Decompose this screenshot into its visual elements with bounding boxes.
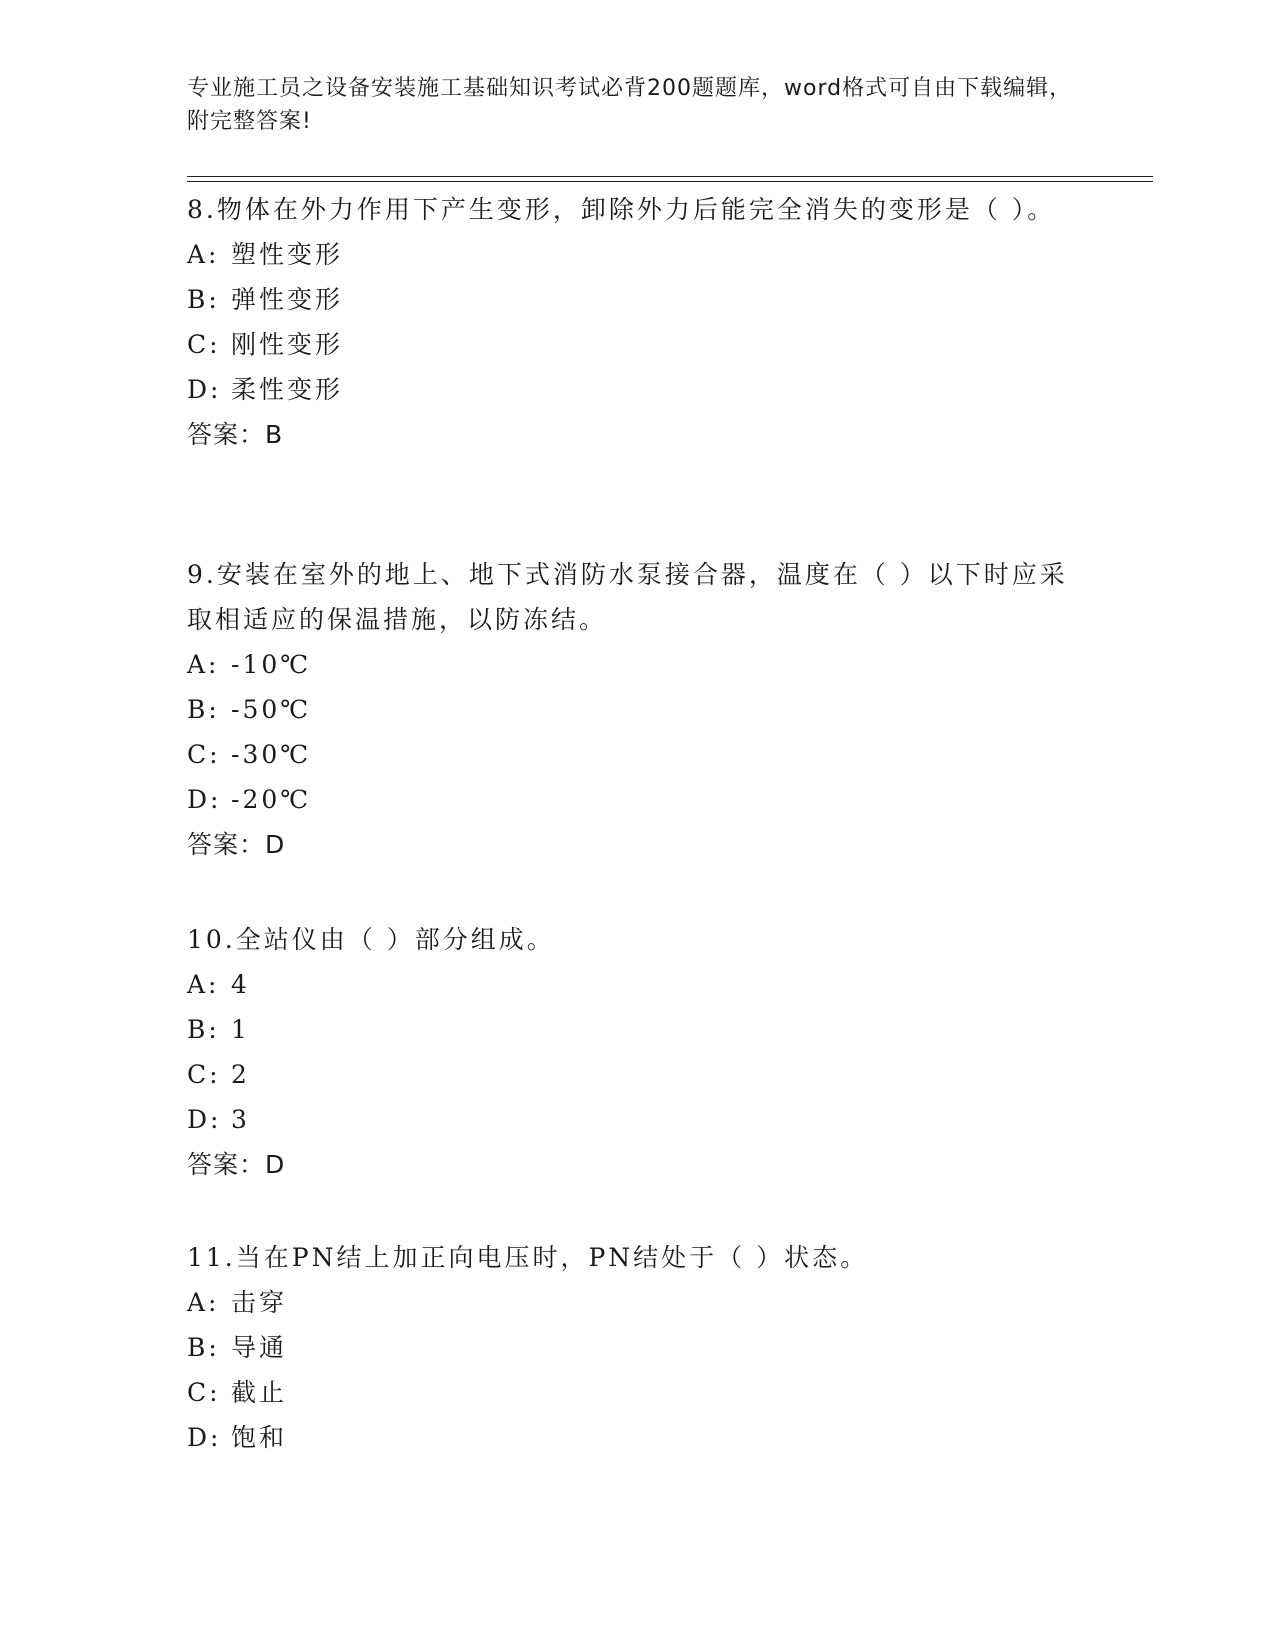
option-c: [187, 322, 1087, 367]
option-text: -10℃: [231, 650, 312, 679]
option-letter: A:: [187, 1288, 220, 1317]
option-letter: D:: [187, 375, 222, 404]
option-d: [187, 367, 1087, 412]
option-text: 塑性变形: [231, 240, 344, 269]
option-c: [187, 1052, 1087, 1097]
option-text: 击穿: [231, 1288, 288, 1317]
option-letter: D:: [187, 785, 222, 814]
question-9: [187, 552, 1087, 867]
option-letter: C:: [187, 1378, 221, 1407]
question-11: [187, 1235, 1087, 1460]
option-b: [187, 1325, 1087, 1370]
option-text: 3: [231, 1105, 250, 1134]
option-text: -50℃: [231, 695, 312, 724]
option-d: [187, 1097, 1087, 1142]
question-8: [187, 187, 1087, 457]
option-letter: B:: [187, 1333, 220, 1362]
question-text: 9.安装在室外的地上、地下式消防水泵接合器，温度在（ ）以下时应采取相适应的保温措施，以防冻结。: [187, 560, 1068, 634]
option-letter: A:: [187, 650, 220, 679]
option-letter: A:: [187, 240, 220, 269]
option-letter: B:: [187, 695, 220, 724]
option-letter: A:: [187, 970, 220, 999]
option-d: [187, 777, 1087, 822]
option-letter: D:: [187, 1423, 222, 1452]
option-letter: D:: [187, 1105, 222, 1134]
option-a: [187, 642, 1087, 687]
option-c: [187, 1370, 1087, 1415]
option-text: 柔性变形: [231, 375, 344, 404]
header-divider-top: [187, 176, 1153, 177]
option-letter: B:: [187, 1015, 220, 1044]
option-text: -30℃: [231, 740, 312, 769]
option-text: 导通: [231, 1333, 288, 1362]
option-text: -20℃: [231, 785, 312, 814]
option-text: 弹性变形: [231, 285, 344, 314]
option-letter: C:: [187, 740, 221, 769]
option-b: [187, 277, 1087, 322]
answer: 答案：D: [187, 830, 286, 859]
option-text: 截止: [231, 1378, 288, 1407]
answer: 答案：D: [187, 1150, 286, 1179]
option-text: 4: [231, 970, 250, 999]
option-a: [187, 962, 1087, 1007]
option-text: 饱和: [231, 1423, 288, 1452]
answer: 答案：B: [187, 420, 284, 449]
question-text: 8.物体在外力作用下产生变形，卸除外力后能完全消失的变形是（ ）。: [187, 195, 1056, 224]
option-letter: B:: [187, 285, 220, 314]
question-text: 11.当在PN结上加正向电压时，PN结处于（ ）状态。: [187, 1243, 869, 1272]
option-a: [187, 232, 1087, 277]
option-b: [187, 687, 1087, 732]
question-text: 10.全站仪由（ ）部分组成。: [187, 925, 555, 954]
option-text: 2: [231, 1060, 250, 1089]
document-header: 专业施工员之设备安装施工基础知识考试必背200题题库，word格式可自由下载编辑，附完整答案!: [187, 76, 1073, 134]
option-letter: C:: [187, 1060, 221, 1089]
option-letter: C:: [187, 330, 221, 359]
option-b: [187, 1007, 1087, 1052]
header-divider-bottom: [187, 181, 1153, 182]
option-text: 1: [231, 1015, 250, 1044]
option-a: [187, 1280, 1087, 1325]
option-d: [187, 1415, 1087, 1460]
question-10: [187, 917, 1087, 1187]
option-c: [187, 732, 1087, 777]
option-text: 刚性变形: [231, 330, 344, 359]
